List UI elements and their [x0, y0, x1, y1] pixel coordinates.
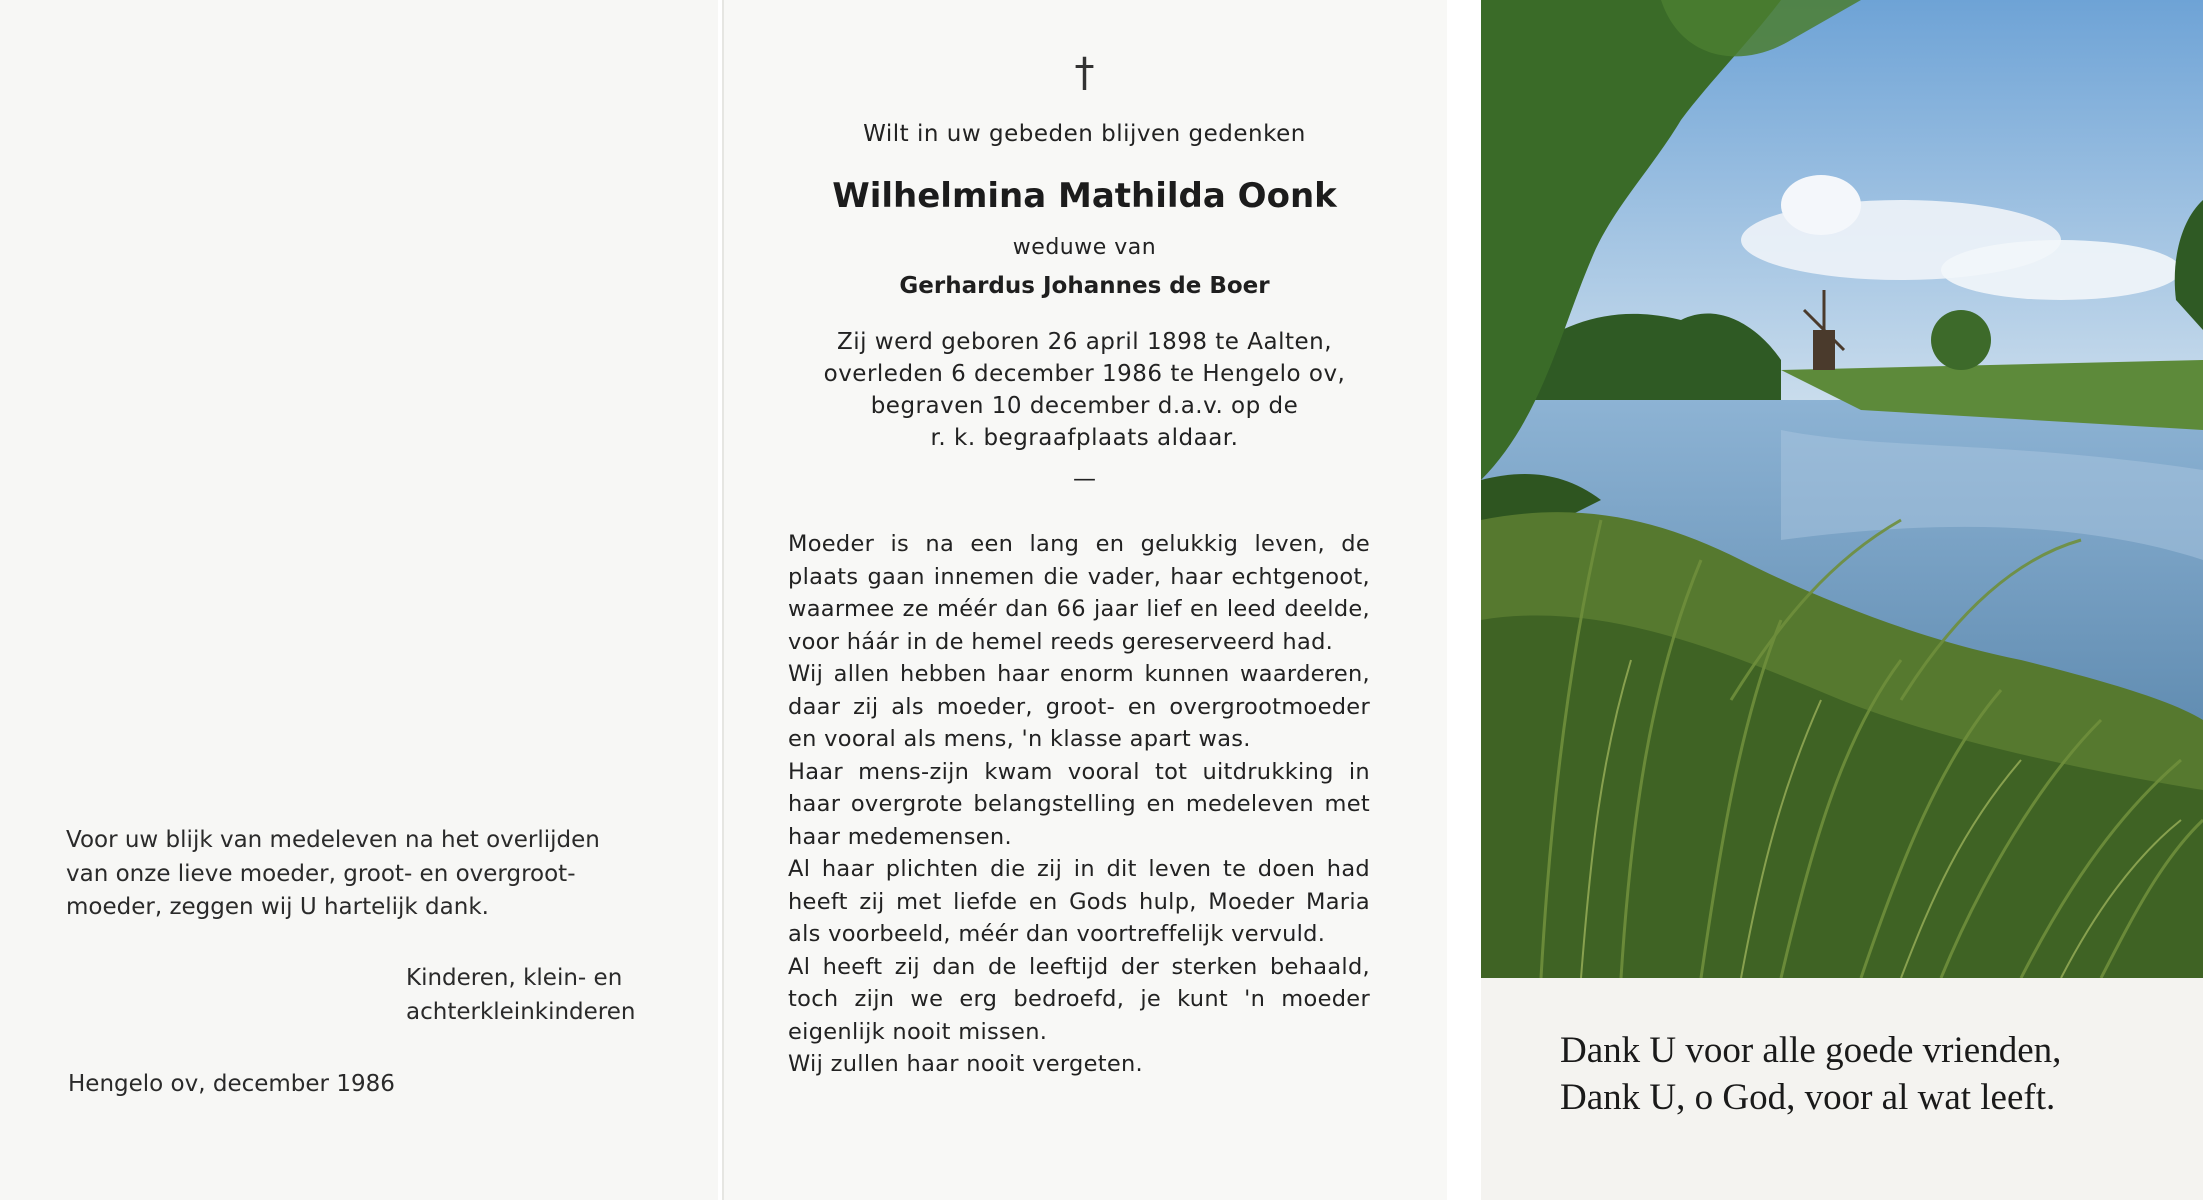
eulogy-paragraph: Wij allen hebben haar enorm kunnen waarderen, daar zij als moeder, groot- en overgrootmoeder en vooral als mens, 'n klasse apart was.	[788, 661, 1370, 752]
widow-of-line: weduwe van	[1012, 235, 1157, 260]
landscape-photo	[1481, 0, 2203, 978]
life-dates	[722, 326, 1447, 454]
thanks-line: Voor uw blijk van medeleven na het overlijden	[66, 827, 600, 853]
cross-icon: †	[1074, 50, 1095, 96]
verse	[1560, 1027, 2200, 1121]
thanks-line: van onze lieve moeder, groot- en overgroot-	[66, 860, 576, 887]
thanks-paragraph	[66, 824, 646, 925]
tree	[1931, 310, 1991, 370]
eulogy-text	[788, 528, 1370, 1081]
separator-dash: —	[1073, 466, 1096, 492]
thanks-line: moeder, zeggen wij U hartelijk dank.	[66, 894, 489, 920]
cloud	[1781, 175, 1861, 235]
eulogy-paragraph: Haar mens-zijn kwam vooral tot uitdrukking in haar overgrote belangstelling en medeleven met haar medemensen.	[788, 758, 1370, 850]
life-dates-line: overleden 6 december 1986 te Hengelo ov,	[823, 361, 1346, 387]
eulogy-paragraph: Al heeft zij dan de leeftijd der sterken behaald, toch zijn we erg bedroefd, je kunt 'n moeder eigenlijk nooit missen.	[788, 953, 1370, 1045]
family-signoff	[406, 962, 706, 1029]
life-dates-line: begraven 10 december d.a.v. op de	[870, 393, 1299, 419]
verse-line: Dank U voor alle goede vrienden,	[1560, 1030, 2062, 1071]
verse-line: Dank U, o God, voor al wat leeft.	[1560, 1077, 2056, 1118]
life-dates-line: Zij werd geboren 26 april 1898 te Aalten,	[836, 329, 1333, 355]
deceased-name: Wilhelmina Mathilda Oonk	[832, 176, 1337, 216]
cloud	[1941, 240, 2181, 300]
eulogy-paragraph: Moeder is na een lang en gelukkig leven, de plaats gaan innemen die vader, haar echtgenoot, waarmee ze méér dan 66 jaar lief en leed deelde, voor háár in de hemel reeds gereserveerd had.	[788, 531, 1370, 655]
intro-line: Wilt in uw gebeden blijven gedenken	[863, 121, 1306, 147]
eulogy-paragraph: Wij zullen haar nooit vergeten.	[788, 1051, 1144, 1077]
signoff-line: achterkleinkinderen	[406, 998, 636, 1025]
panel-gap	[1447, 0, 1481, 1200]
place-date: Hengelo ov, december 1986	[68, 1071, 395, 1097]
husband-name: Gerhardus Johannes de Boer	[899, 273, 1270, 299]
eulogy-paragraph: Al haar plichten die zij in dit leven te doen had heeft zij met liefde en Gods hulp, Moeder Maria als voorbeeld, méér dan voortreffelijk vervuld.	[788, 856, 1370, 947]
signoff-line: Kinderen, klein- en	[406, 965, 623, 991]
life-dates-line: r. k. begraafplaats aldaar.	[930, 425, 1239, 451]
